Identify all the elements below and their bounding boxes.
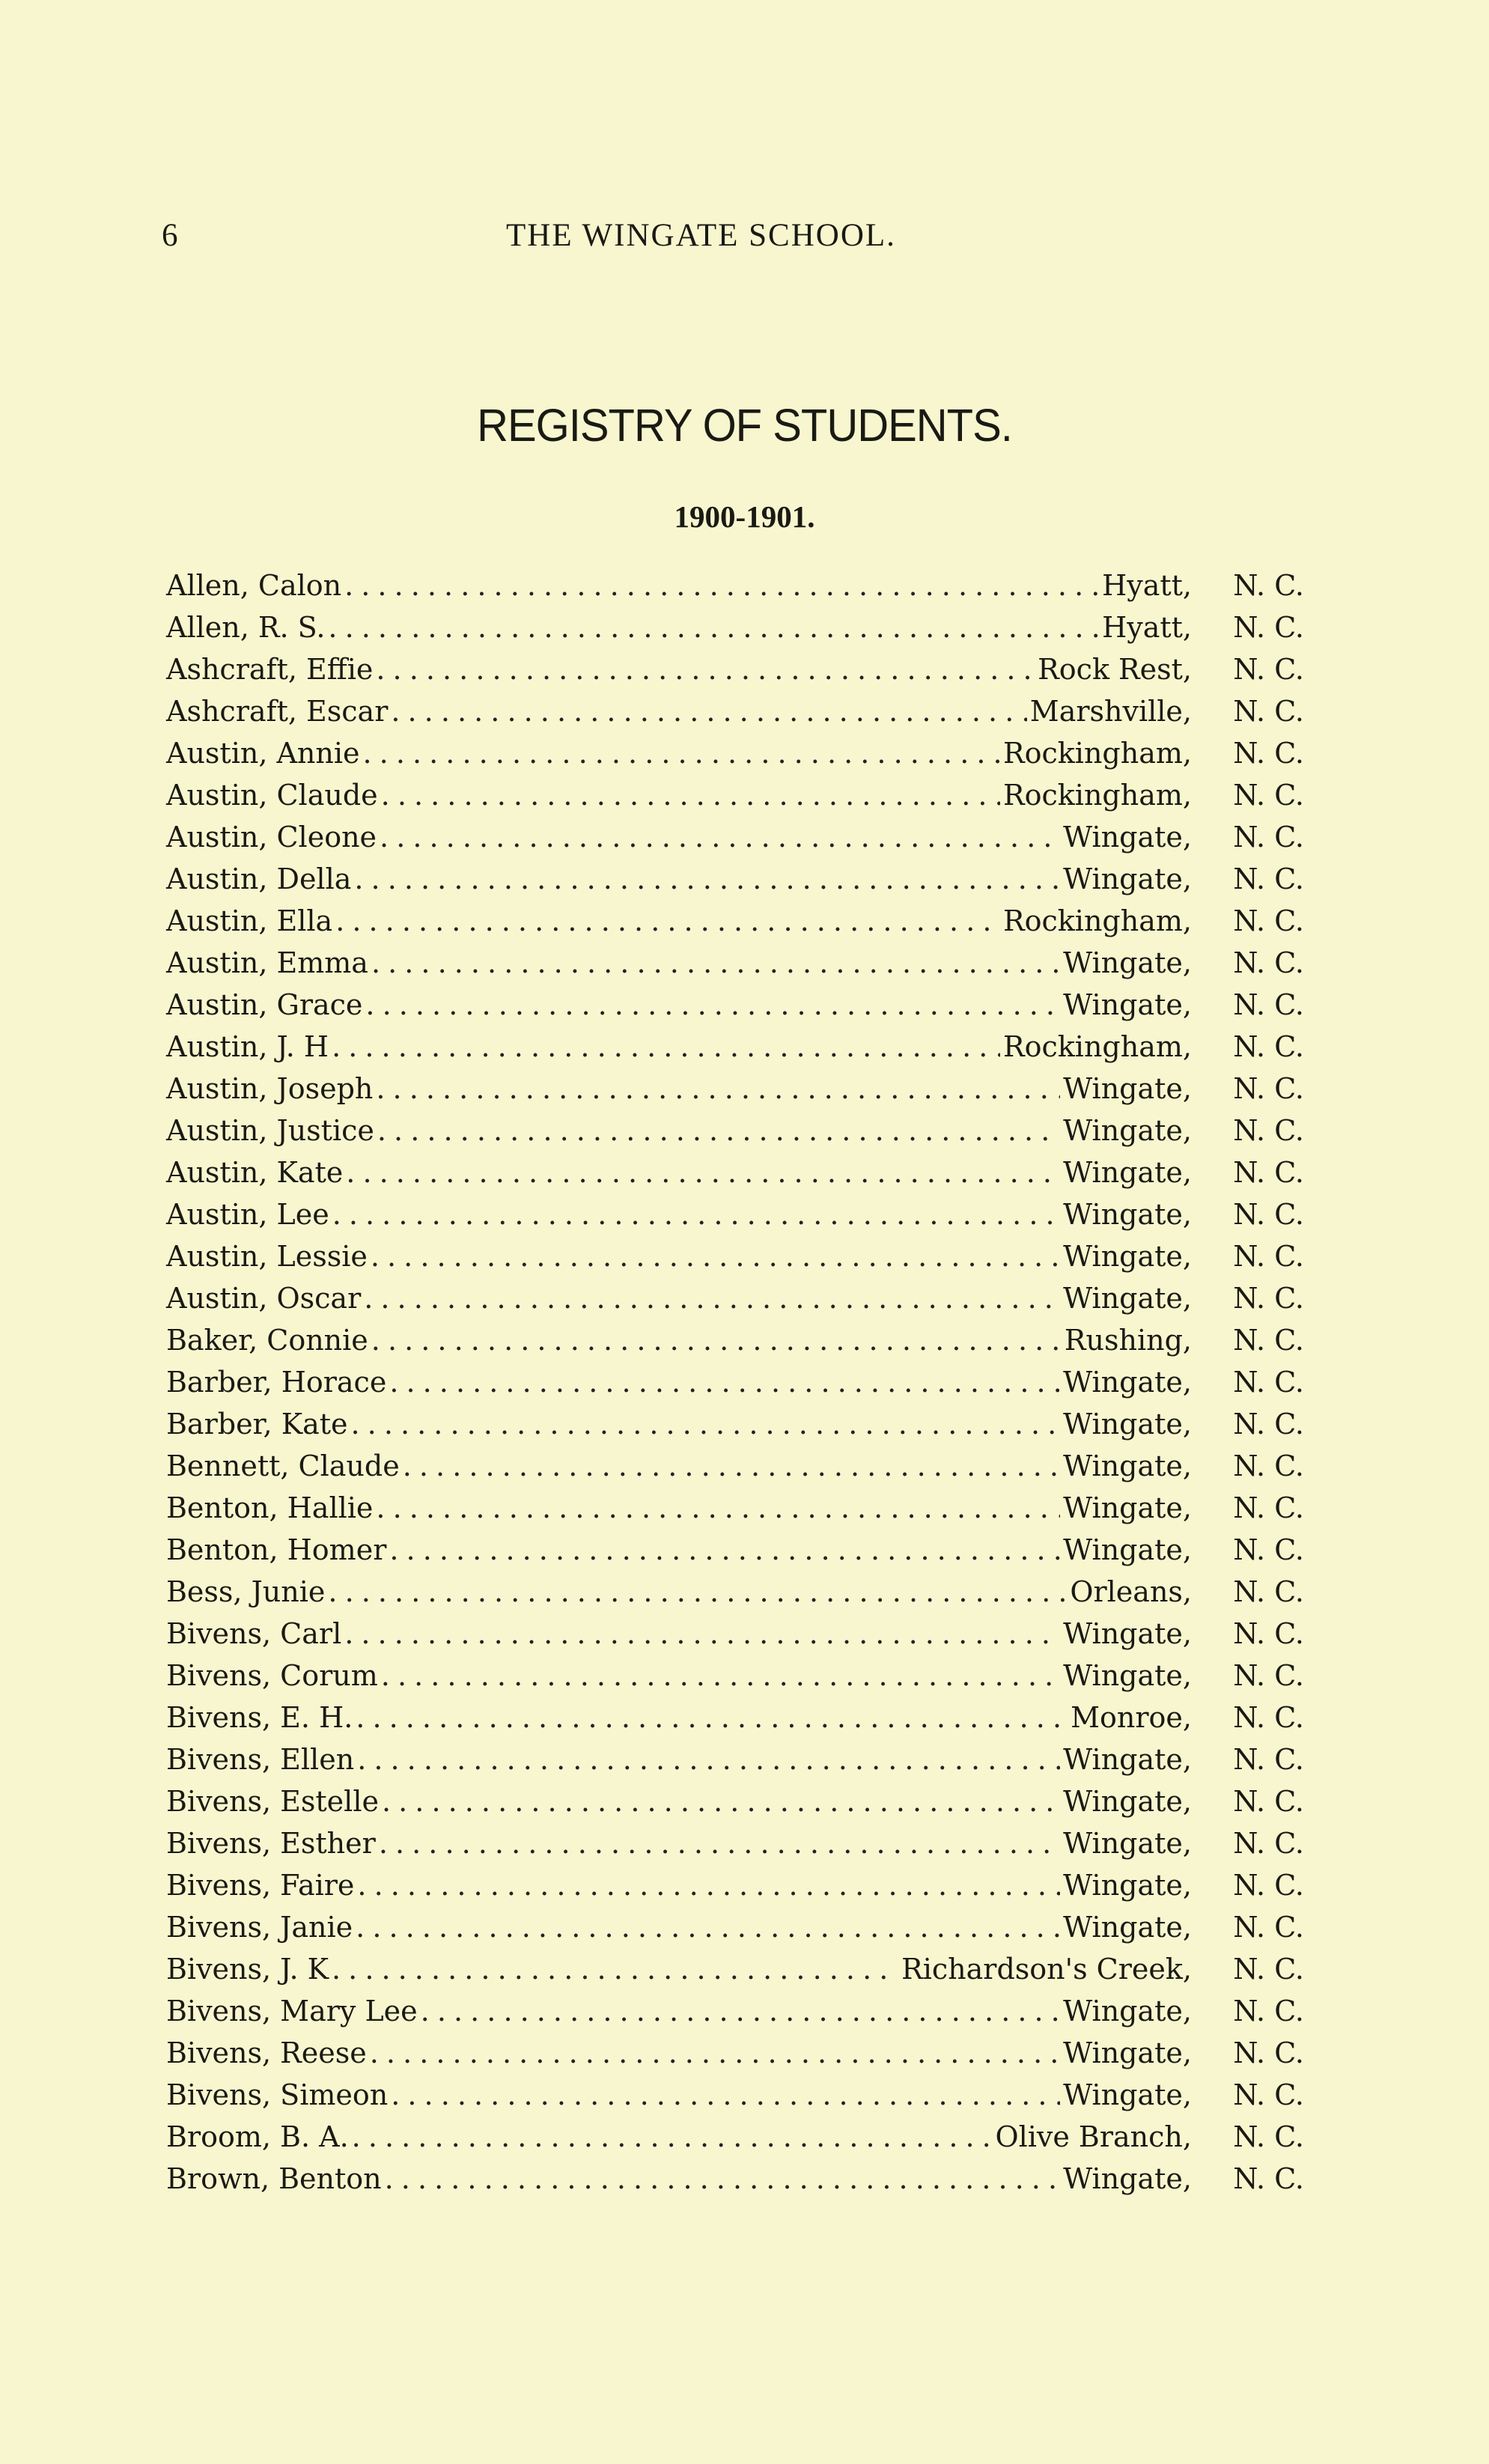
- dot-leader: [376, 653, 1035, 686]
- student-entry: [166, 1617, 1304, 1659]
- dot-leader: [328, 1575, 1067, 1608]
- dot-leader: [365, 988, 1060, 1021]
- dot-leader: [332, 1030, 1000, 1063]
- student-entry: [166, 1449, 1304, 1491]
- student-state: N. C.: [1233, 2036, 1304, 2069]
- dot-leader: [371, 1240, 1060, 1273]
- student-hometown: Wingate,: [1063, 2162, 1192, 2195]
- student-hometown: Wingate,: [1063, 1869, 1192, 1902]
- dot-leader: [380, 821, 1060, 854]
- student-hometown: Wingate,: [1063, 1449, 1192, 1482]
- student-name: Austin, J. H: [166, 1030, 329, 1063]
- student-state: N. C.: [1233, 1449, 1304, 1482]
- student-name: Ashcraft, Escar: [166, 695, 389, 728]
- student-entry: [166, 946, 1304, 988]
- student-name: Austin, Oscar: [166, 1282, 362, 1315]
- student-state: N. C.: [1233, 1533, 1304, 1566]
- student-name: Austin, Cleone: [166, 821, 377, 854]
- student-state: N. C.: [1233, 1030, 1304, 1063]
- student-entry: [166, 1995, 1304, 2036]
- student-name: Benton, Homer: [166, 1533, 387, 1566]
- student-hometown: Hyatt,: [1102, 569, 1192, 602]
- running-title: THE WINGATE SCHOOL.: [506, 218, 896, 253]
- dot-leader: [389, 1533, 1060, 1566]
- student-hometown: Wingate,: [1063, 1282, 1192, 1315]
- student-state: N. C.: [1233, 1575, 1304, 1608]
- student-state: N. C.: [1233, 1324, 1304, 1357]
- student-hometown: Wingate,: [1063, 1366, 1192, 1399]
- student-entry: [166, 1114, 1304, 1156]
- student-hometown: Wingate,: [1063, 988, 1192, 1021]
- student-state: N. C.: [1233, 1366, 1304, 1399]
- student-entry: [166, 611, 1304, 653]
- student-state: N. C.: [1233, 1827, 1304, 1860]
- student-state: N. C.: [1233, 1659, 1304, 1692]
- student-name: Bivens, Janie: [166, 1911, 353, 1944]
- student-state: N. C.: [1233, 1156, 1304, 1189]
- student-name: Bivens, Ellen: [166, 1743, 355, 1776]
- student-state: N. C.: [1233, 946, 1304, 979]
- student-entry: [166, 1827, 1304, 1869]
- student-name: Bivens, Reese: [166, 2036, 367, 2069]
- student-entry: [166, 1491, 1304, 1533]
- student-name: Austin, Kate: [166, 1156, 344, 1189]
- section-title: REGISTRY OF STUDENTS.: [477, 400, 1012, 451]
- student-name: Barber, Horace: [166, 1366, 387, 1399]
- student-name: Bivens, Carl: [166, 1617, 342, 1650]
- student-hometown: Monroe,: [1071, 1701, 1192, 1734]
- student-hometown: Wingate,: [1063, 946, 1192, 979]
- student-entry: [166, 2036, 1304, 2078]
- student-entry: [166, 1659, 1304, 1701]
- student-entry: [166, 1240, 1304, 1282]
- student-state: N. C.: [1233, 2120, 1304, 2153]
- student-name: Austin, Lee: [166, 1198, 329, 1231]
- student-entry: [166, 1869, 1304, 1911]
- student-name: Austin, Joseph: [166, 1072, 374, 1105]
- student-name: Benton, Hallie: [166, 1491, 374, 1524]
- dot-leader: [389, 1366, 1060, 1399]
- student-hometown: Wingate,: [1063, 1156, 1192, 1189]
- student-state: N. C.: [1233, 1198, 1304, 1231]
- student-state: N. C.: [1233, 1701, 1304, 1734]
- student-hometown: Richardson's Creek,: [901, 1953, 1192, 1986]
- student-entry: [166, 1324, 1304, 1366]
- student-hometown: Wingate,: [1063, 1785, 1192, 1818]
- student-hometown: Wingate,: [1063, 1533, 1192, 1566]
- running-header: [0, 217, 1489, 259]
- student-entry: [166, 1156, 1304, 1198]
- student-state: N. C.: [1233, 904, 1304, 937]
- student-entry: [166, 1785, 1304, 1827]
- student-entry: [166, 1198, 1304, 1240]
- student-name: Austin, Emma: [166, 946, 368, 979]
- student-name: Bivens, E. H.: [166, 1701, 353, 1734]
- student-state: N. C.: [1233, 1743, 1304, 1776]
- student-hometown: Hyatt,: [1102, 611, 1192, 644]
- dot-leader: [376, 1491, 1060, 1524]
- student-hometown: Wingate,: [1063, 1114, 1192, 1147]
- student-state: N. C.: [1233, 988, 1304, 1021]
- student-name: Austin, Justice: [166, 1114, 374, 1147]
- student-state: N. C.: [1233, 1072, 1304, 1105]
- student-state: N. C.: [1233, 1617, 1304, 1650]
- student-hometown: Wingate,: [1063, 1827, 1192, 1860]
- student-state: N. C.: [1233, 863, 1304, 895]
- dot-leader: [370, 2036, 1060, 2069]
- dot-leader: [332, 1953, 898, 1986]
- student-name: Bivens, Simeon: [166, 2078, 389, 2111]
- student-state: N. C.: [1233, 1953, 1304, 1986]
- dot-leader: [391, 2078, 1060, 2111]
- student-state: N. C.: [1233, 1282, 1304, 1315]
- student-state: N. C.: [1233, 737, 1304, 770]
- student-state: N. C.: [1233, 1911, 1304, 1944]
- student-state: N. C.: [1233, 653, 1304, 686]
- student-hometown: Rockingham,: [1003, 779, 1192, 812]
- dot-leader: [346, 1156, 1060, 1189]
- student-name: Bivens, Mary Lee: [166, 1995, 418, 2028]
- student-name: Austin, Della: [166, 863, 352, 895]
- student-state: N. C.: [1233, 1785, 1304, 1818]
- dot-leader: [344, 569, 1099, 602]
- student-entry: [166, 2078, 1304, 2120]
- dot-leader: [354, 863, 1060, 895]
- student-name: Austin, Lessie: [166, 1240, 368, 1273]
- student-entry: [166, 1533, 1304, 1575]
- student-hometown: Olive Branch,: [995, 2120, 1192, 2153]
- student-entry: [166, 1366, 1304, 1408]
- student-state: N. C.: [1233, 1114, 1304, 1147]
- student-name: Allen, Calon: [166, 569, 342, 602]
- student-state: N. C.: [1233, 569, 1304, 602]
- student-entry: [166, 1953, 1304, 1995]
- dot-leader: [363, 737, 1000, 770]
- student-entry: [166, 1072, 1304, 1114]
- student-entry: [166, 821, 1304, 863]
- student-entry: [166, 1408, 1304, 1449]
- student-entry: [166, 1575, 1304, 1617]
- dot-leader: [356, 1911, 1060, 1944]
- dot-leader: [381, 1659, 1060, 1692]
- student-entry: [166, 863, 1304, 904]
- student-name: Brown, Benton: [166, 2162, 382, 2195]
- student-name: Austin, Annie: [166, 737, 360, 770]
- student-entry: [166, 2120, 1304, 2162]
- student-hometown: Wingate,: [1063, 1198, 1192, 1231]
- student-state: N. C.: [1233, 821, 1304, 854]
- student-name: Bess, Junie: [166, 1575, 326, 1608]
- student-name: Broom, B. A.: [166, 2120, 349, 2153]
- student-state: N. C.: [1233, 2162, 1304, 2195]
- student-hometown: Wingate,: [1063, 1617, 1192, 1650]
- student-name: Baker, Connie: [166, 1324, 368, 1357]
- dot-leader: [391, 695, 1026, 728]
- dot-leader: [377, 1114, 1060, 1147]
- student-name: Bivens, Estelle: [166, 1785, 379, 1818]
- student-name: Bivens, Faire: [166, 1869, 355, 1902]
- student-entry: [166, 1701, 1304, 1743]
- dot-leader: [352, 2120, 993, 2153]
- student-name: Bivens, Corum: [166, 1659, 378, 1692]
- student-hometown: Wingate,: [1063, 2036, 1192, 2069]
- student-state: N. C.: [1233, 1869, 1304, 1902]
- student-hometown: Rushing,: [1064, 1324, 1192, 1357]
- student-registry-list: [166, 569, 1304, 2204]
- student-entry: [166, 1743, 1304, 1785]
- dot-leader: [382, 1785, 1060, 1818]
- student-hometown: Wingate,: [1063, 1659, 1192, 1692]
- student-name: Barber, Kate: [166, 1408, 348, 1441]
- student-name: Ashcraft, Effie: [166, 653, 374, 686]
- dot-leader: [344, 1617, 1060, 1650]
- student-entry: [166, 737, 1304, 779]
- student-state: N. C.: [1233, 1408, 1304, 1441]
- student-hometown: Wingate,: [1063, 1491, 1192, 1524]
- student-hometown: Wingate,: [1063, 2078, 1192, 2111]
- dot-leader: [421, 1995, 1061, 2028]
- student-name: Allen, R. S.: [166, 611, 326, 644]
- page-number: 6: [162, 218, 180, 253]
- dot-leader: [357, 1869, 1060, 1902]
- student-state: N. C.: [1233, 1240, 1304, 1273]
- dot-leader: [332, 1198, 1060, 1231]
- student-state: N. C.: [1233, 1491, 1304, 1524]
- dot-leader: [403, 1449, 1060, 1482]
- dot-leader: [364, 1282, 1060, 1315]
- dot-leader: [381, 779, 1000, 812]
- dot-leader: [379, 1827, 1060, 1860]
- student-entry: [166, 653, 1304, 695]
- student-name: Bivens, Esther: [166, 1827, 376, 1860]
- student-entry: [166, 904, 1304, 946]
- dot-leader: [357, 1743, 1060, 1776]
- student-name: Bennett, Claude: [166, 1449, 400, 1482]
- dot-leader: [351, 1408, 1061, 1441]
- student-name: Austin, Grace: [166, 988, 363, 1021]
- student-state: N. C.: [1233, 1995, 1304, 2028]
- student-entry: [166, 779, 1304, 821]
- student-state: N. C.: [1233, 611, 1304, 644]
- student-hometown: Wingate,: [1063, 863, 1192, 895]
- student-entry: [166, 1030, 1304, 1072]
- student-entry: [166, 1282, 1304, 1324]
- student-hometown: Wingate,: [1063, 1995, 1192, 2028]
- student-hometown: Wingate,: [1063, 821, 1192, 854]
- student-hometown: Rockingham,: [1003, 1030, 1192, 1063]
- student-name: Bivens, J. K: [166, 1953, 329, 1986]
- student-name: Austin, Ella: [166, 904, 333, 937]
- student-entry: [166, 988, 1304, 1030]
- student-entry: [166, 569, 1304, 611]
- student-hometown: Wingate,: [1063, 1240, 1192, 1273]
- dot-leader: [385, 2162, 1061, 2195]
- student-hometown: Wingate,: [1063, 1072, 1192, 1105]
- year-range: 1900-1901.: [674, 499, 815, 534]
- student-hometown: Wingate,: [1063, 1408, 1192, 1441]
- dot-leader: [328, 611, 1099, 644]
- student-state: N. C.: [1233, 2078, 1304, 2111]
- student-state: N. C.: [1233, 779, 1304, 812]
- dot-leader: [356, 1701, 1068, 1734]
- student-hometown: Wingate,: [1063, 1743, 1192, 1776]
- student-hometown: Wingate,: [1063, 1911, 1192, 1944]
- student-entry: [166, 695, 1304, 737]
- dot-leader: [335, 904, 1000, 937]
- dot-leader: [376, 1072, 1060, 1105]
- dot-leader: [371, 946, 1060, 979]
- student-hometown: Rockingham,: [1003, 737, 1192, 770]
- student-hometown: Rock Rest,: [1038, 653, 1192, 686]
- student-entry: [166, 2162, 1304, 2204]
- student-hometown: Orleans,: [1070, 1575, 1192, 1608]
- dot-leader: [371, 1324, 1062, 1357]
- student-name: Austin, Claude: [166, 779, 378, 812]
- student-hometown: Rockingham,: [1003, 904, 1192, 937]
- student-state: N. C.: [1233, 695, 1304, 728]
- student-entry: [166, 1911, 1304, 1953]
- student-hometown: Marshville,: [1029, 695, 1192, 728]
